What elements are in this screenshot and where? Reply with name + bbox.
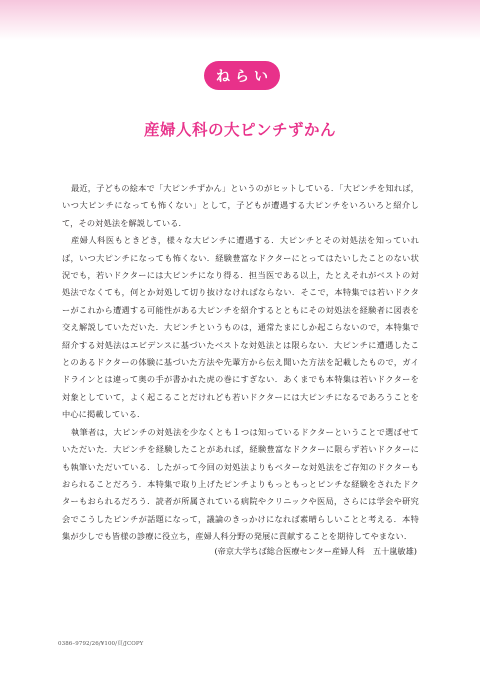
footer-code: 0386–9792/26/¥100/頁/JCOPY <box>58 641 144 647</box>
paragraph: 執筆者は，大ピンチの対処法を少なくとも１つは知っているドクターということで選ばせていただいた．大ピンチを経験したことがあれば，経験豊富なドクターに限らず若いドクターにも執筆いただいている．したがって今回の対処法よりもベターな対処法をご存知のドクターもおられることだろう．本特集で取り上げたピンチよりもっともっとピンチな経験をされたドクターもおられるだろう．読者が所属されている病院やクリニックや医局，さらには学会や研究会でこうしたピンチが話題になって，議論のきっかけになれば素晴らしいことと考える．本特集が少しでも皆様の診療に役立ち，産婦人科分野の発展に貢献することを期待してやまない． <box>62 426 419 542</box>
page-title: 産婦人科の大ピンチずかん <box>143 121 336 139</box>
paragraph: 最近，子どもの絵本で「大ピンチずかん」というのがヒットしている．「大ピンチを知れば，いつ大ピンチになっても怖くない」として，子どもが遭遇する大ピンチをいろいろと紹介して，その対処法を解説している． <box>62 183 419 228</box>
header-band <box>0 0 480 40</box>
section-badge-label: ねらい <box>216 68 273 85</box>
article-body <box>62 180 419 546</box>
section-badge <box>204 61 280 90</box>
author-signature: (帝京大学ちば総合医療センター産婦人科 五十嵐敏雄) <box>214 546 417 556</box>
paragraph: 産婦人科医もときどき，様々な大ピンチに遭遇する．大ピンチとその対処法を知っていれば，いつ大ピンチになっても怖くない．経験豊富なドクターにとってはたいしたことのない状況でも，若いドクターには大ピンチになり得る．担当医である以上，たとえそれがベストの対処法でなくても，何とか対処して切り抜けなければならない．そこで，本特集では若いドクターがこれから遭遇する可能性がある大ピンチを紹介するとともにその対処法を経験者に図表を交え解説していただいた．大ピンチというものは，通常たまにしか起こらないので，本特集で紹介する対処法はエビデンスに基づいたベストな対処法とは限らない．大ピンチに遭遇したことのあるドクターの体験に基づいた方法や先輩方から伝え聞いた方法を記載したもので，ガイドラインとは違って奥の手が書かれた虎の巻にすぎない．あくまでも本特集は若いドクターを対象としていて，よく起こることだけれども若いドクターには大ピンチになるであろうことを中心に掲載している． <box>62 235 419 420</box>
